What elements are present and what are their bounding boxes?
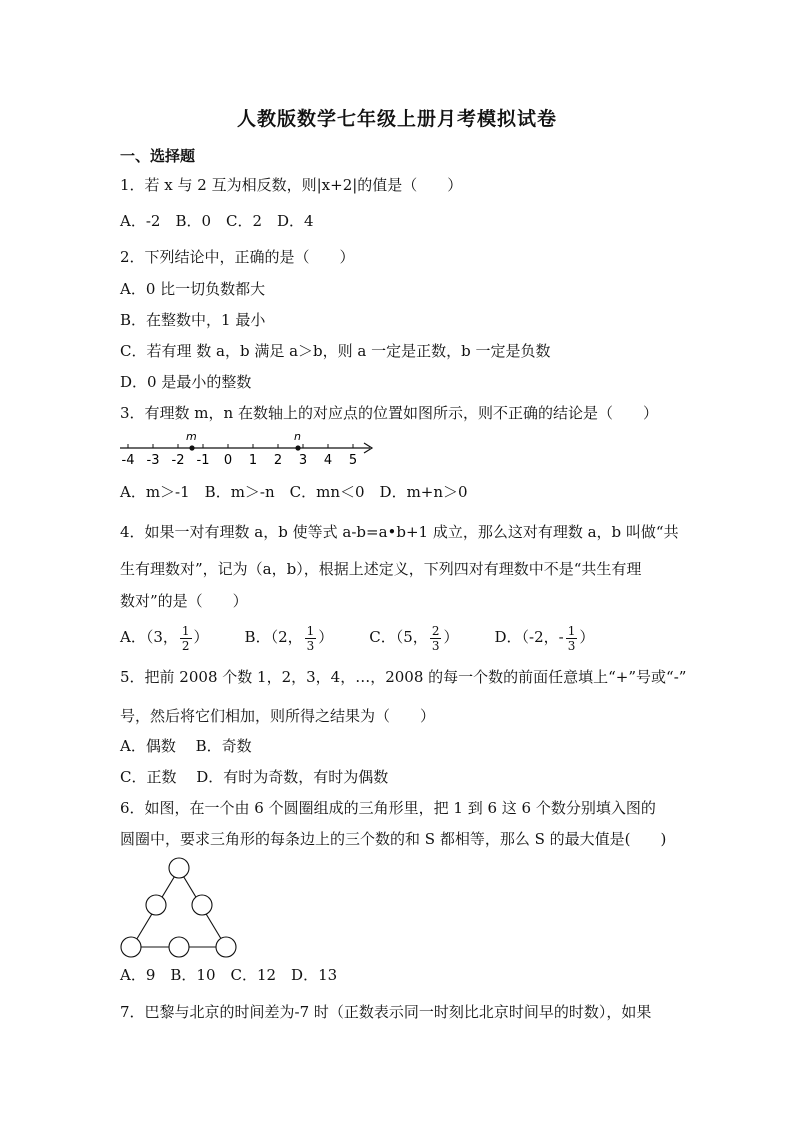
axis-tick-label: 1 [248, 453, 258, 468]
axis-tick-label: -4 [121, 453, 135, 468]
axis-tick-label: 3 [298, 453, 308, 468]
circle-top [169, 858, 189, 878]
q4-option-b: B．（2， $\frac{1}{3}$ ） [244, 623, 334, 653]
question-1-stem: 1．若 x 与 2 互为相反数，则|x+2|的值是（ ） [120, 176, 463, 194]
question-5-line-1: 5．把前 2008 个数 1，2，3，4，…，2008 的每一个数的前面任意填上“+”号或“-” [120, 668, 687, 686]
triangle-circles-figure [118, 855, 240, 963]
q4-option-d: D．（-2，- $\frac{1}{3}$ ） [494, 623, 595, 653]
question-6-line-2: 圆圈中，要求三角形的每条边上的三个数的和 S 都相等，那么 S 的最大值是( ) [120, 830, 667, 848]
q4-option-c: C．（5， $\frac{2}{3}$ ） [369, 623, 459, 653]
axis-tick-label: 2 [273, 453, 283, 468]
question-7-line-1: 7．巴黎与北京的时间差为-7 时（正数表示同一时刻比北京时间早的时数），如果 [120, 1003, 652, 1021]
question-2-option-a: A．0 比一切负数都大 [120, 280, 266, 298]
question-4-line-2: 生有理数对”，记为（a，b），根据上述定义，下列四对有理数中不是“共生有理 [120, 560, 642, 578]
question-1-options: A．-2 B．0 C．2 D．4 [120, 212, 314, 230]
circle-bottom-left [121, 937, 141, 957]
axis-tick-label: 0 [223, 453, 233, 468]
question-4-line-1: 4．如果一对有理数 a，b 使等式 a-b=a•b+1 成立，那么这对有理数 a，b 叫做“共 [120, 523, 679, 541]
point-m-dot [189, 445, 194, 450]
section-heading: 一、选择题 [120, 147, 196, 165]
question-5-options-ab: A．偶数 B．奇数 [120, 737, 252, 755]
question-3-options: A．m＞-1 B．m＞-n C．mn＜0 D．m+n＞0 [120, 483, 468, 501]
question-4-line-3: 数对”的是（ ） [120, 592, 248, 610]
axis-tick-label: -1 [196, 453, 210, 468]
question-5-options-cd: C．正数 D．有时为奇数，有时为偶数 [120, 768, 389, 786]
number-line-figure [116, 428, 381, 470]
axis-tick-label: -3 [146, 453, 160, 468]
point-n-label: n [294, 430, 301, 443]
question-6-line-1: 6．如图，在一个由 6 个圆圈组成的三角形里，把 1 到 6 这 6 个数分别填入图的 [120, 799, 656, 817]
question-2-option-b: B．在整数中，1 最小 [120, 311, 266, 329]
axis-tick-label: 4 [323, 453, 333, 468]
axis-tick-label: 5 [348, 453, 358, 468]
axis-tick-label: -2 [171, 453, 185, 468]
question-4-options [120, 622, 594, 653]
question-2-option-d: D．0 是最小的整数 [120, 373, 252, 391]
circle-left-mid [146, 895, 166, 915]
circle-bottom-right [216, 937, 236, 957]
circle-bottom-mid [169, 937, 189, 957]
page-title: 人教版数学七年级上册月考模拟试卷 [236, 108, 557, 130]
question-2-stem: 2．下列结论中，正确的是（ ） [120, 248, 355, 266]
question-5-line-2: 号，然后将它们相加，则所得之结果为（ ） [120, 707, 436, 725]
question-2-option-c: C．若有理 数 a，b 满足 a＞b，则 a 一定是正数，b 一定是负数 [120, 342, 551, 360]
question-6-options: A．9 B．10 C．12 D．13 [120, 966, 338, 984]
q4-option-a: A．（3， $\frac{1}{2}$ ） [120, 623, 209, 653]
point-n-dot [295, 445, 300, 450]
circle-right-mid [192, 895, 212, 915]
question-3-stem: 3．有理数 m，n 在数轴上的对应点的位置如图所示，则不正确的结论是（ ） [120, 404, 658, 422]
point-m-label: m [186, 430, 197, 443]
